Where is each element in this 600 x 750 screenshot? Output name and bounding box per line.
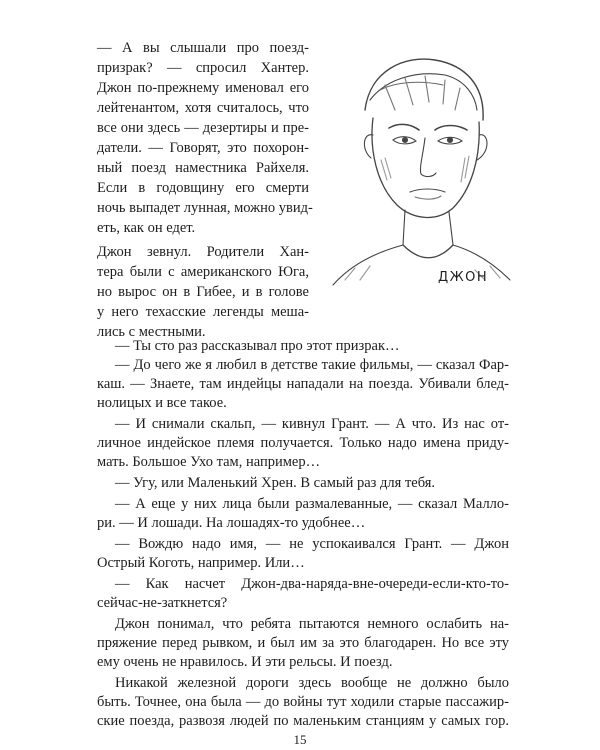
column-line: ный поезд наместника Райхеля.: [97, 160, 309, 176]
text-line: мать. Большое Ухо там, например…: [97, 454, 321, 470]
column-line: — А вы слышали про поезд-: [97, 40, 309, 56]
column-line: еть, как он едет.: [97, 220, 196, 236]
column-line: призрак? — спросил Хантер.: [97, 60, 309, 76]
column-line: но вырос он в Гибее, и в голове: [97, 284, 309, 300]
column-line: Если в годовщину его смерти: [97, 180, 309, 196]
text-line: ри. — И лошади. На лошадях-то удобнее…: [97, 515, 366, 531]
column-line: все они здесь — дезертиры и пре-: [97, 120, 309, 136]
column-line: лейтенантом, хотя считалось, что: [97, 100, 309, 116]
column-line: лись с местными.: [97, 324, 206, 340]
text-line: личное индейское племя получается. Только надо имена приду-: [97, 435, 509, 451]
page-number: 15: [293, 732, 307, 747]
column-line: ночь выпадет лунная, можно увид-: [97, 200, 313, 216]
text-line: сейчас-не-заткнется?: [97, 595, 228, 611]
text-line: Острый Коготь, например. Или…: [97, 555, 305, 571]
column-line: тера были с американского Юга,: [97, 264, 309, 280]
text-line: — Ты сто раз рассказывал про этот призрак…: [115, 338, 400, 354]
portrait-illustration: [325, 40, 515, 300]
text-line: — Угу, или Маленький Хрен. В самый раз для тебя.: [115, 475, 436, 491]
text-line: пряжение перед рывком, и был им за это благодарен. Но все эту: [97, 635, 509, 651]
column-line: у него техасские легенды меша-: [97, 304, 309, 320]
column-line: Джон по-прежнему именовал его: [97, 80, 309, 96]
text-line: — Как насчет Джон-два-наряда-вне-очереди-если-кто-то-: [115, 576, 509, 592]
text-line: — Вождю надо имя, — не успокаивался Грант. — Джон: [115, 536, 509, 552]
text-line: нолицых и все такое.: [97, 395, 227, 411]
text-line: каш. — Знаете, там индейцы нападали на поезда. Убивали блед-: [97, 376, 509, 392]
text-line: Никакой железной дороги здесь вообще не должно было: [115, 675, 509, 691]
text-line: быть. Точнее, она была — до войны тут ходили старые пассажир-: [97, 694, 509, 710]
column-line: датели. — Говорят, это похорон-: [97, 140, 309, 156]
text-line: — До чего же я любил в детстве такие фильмы, — сказал Фар-: [115, 357, 509, 373]
text-line: — И снимали скальп, — кивнул Грант. — А что. Из нас от-: [115, 416, 509, 432]
text-line: ские поезда, развозя людей по маленьким станциям у самых гор.: [97, 713, 509, 729]
text-line: — А еще у них лица были размалеванные, — сказал Малло-: [115, 496, 509, 512]
illustration-caption: ДЖОН: [438, 270, 489, 285]
text-line: ему очень не нравилось. И эти рельсы. И поезд.: [97, 654, 393, 670]
column-line: Джон зевнул. Родители Хан-: [97, 244, 309, 260]
text-line: Джон понимал, что ребята пытаются немного ослабить на-: [115, 616, 509, 632]
